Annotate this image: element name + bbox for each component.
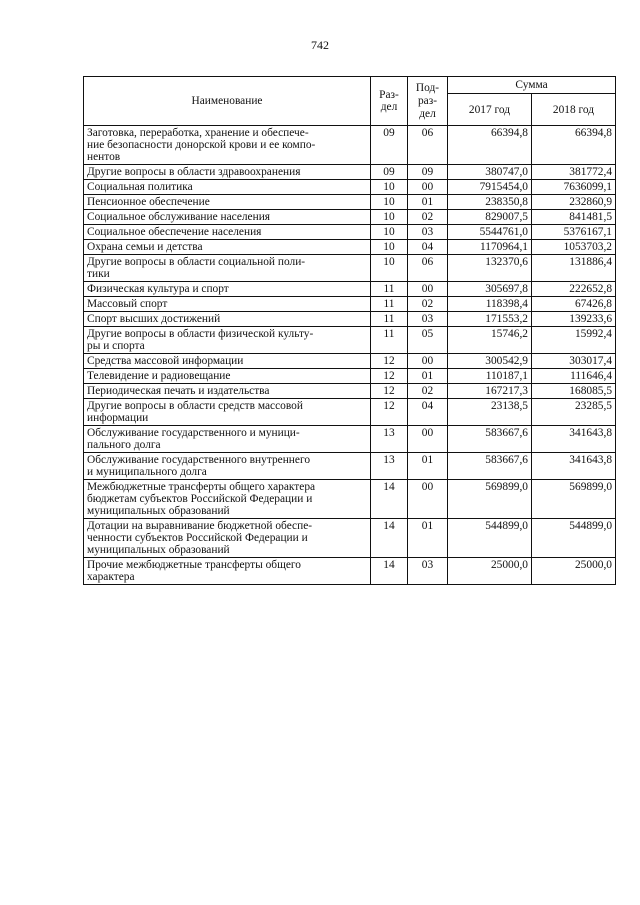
row-section: 09 xyxy=(371,126,408,165)
row-sum-2018: 341643,8 xyxy=(532,426,616,453)
row-sum-2018: 168085,5 xyxy=(532,384,616,399)
table-row xyxy=(84,453,616,480)
row-name: Другие вопросы в области социальной поли- тики xyxy=(84,255,371,282)
table-header xyxy=(84,77,616,126)
row-sum-2017: 300542,9 xyxy=(448,354,532,369)
row-subsection: 06 xyxy=(408,255,448,282)
row-sum-2017: 583667,6 xyxy=(448,453,532,480)
row-sum-2017: 167217,3 xyxy=(448,384,532,399)
row-sum-2018: 7636099,1 xyxy=(532,180,616,195)
row-section: 10 xyxy=(371,195,408,210)
header-subsection-label: Под- раз- дел xyxy=(415,81,440,120)
row-name: Социальное обслуживание населения xyxy=(84,210,371,225)
table-row xyxy=(84,312,616,327)
row-sum-2018: 341643,8 xyxy=(532,453,616,480)
table-body xyxy=(84,126,616,585)
row-subsection: 03 xyxy=(408,312,448,327)
row-section: 10 xyxy=(371,210,408,225)
row-sum-2018: 222652,8 xyxy=(532,282,616,297)
row-sum-2017: 544899,0 xyxy=(448,519,532,558)
row-subsection: 01 xyxy=(408,453,448,480)
row-section: 11 xyxy=(371,282,408,297)
row-name: Другие вопросы в области здравоохранения xyxy=(84,165,371,180)
row-sum-2018: 841481,5 xyxy=(532,210,616,225)
row-sum-2017: 25000,0 xyxy=(448,558,532,585)
row-sum-2017: 569899,0 xyxy=(448,480,532,519)
page-number: 742 xyxy=(311,38,329,52)
row-subsection: 04 xyxy=(408,240,448,255)
row-section: 14 xyxy=(371,558,408,585)
row-sum-2018: 15992,4 xyxy=(532,327,616,354)
table-row xyxy=(84,255,616,282)
table-row xyxy=(84,384,616,399)
row-sum-2018: 5376167,1 xyxy=(532,225,616,240)
row-sum-2017: 132370,6 xyxy=(448,255,532,282)
header-year-2017: 2017 год xyxy=(448,94,532,126)
row-name: Другие вопросы в области физической культу- ры и спорта xyxy=(84,327,371,354)
header-section xyxy=(371,77,408,126)
table-row xyxy=(84,399,616,426)
row-subsection: 01 xyxy=(408,369,448,384)
row-section: 10 xyxy=(371,255,408,282)
row-sum-2017: 305697,8 xyxy=(448,282,532,297)
row-name: Физическая культура и спорт xyxy=(84,282,371,297)
table-row xyxy=(84,519,616,558)
row-name: Охрана семьи и детства xyxy=(84,240,371,255)
row-sum-2018: 544899,0 xyxy=(532,519,616,558)
header-year-2018: 2018 год xyxy=(532,94,616,126)
row-subsection: 00 xyxy=(408,354,448,369)
row-section: 12 xyxy=(371,384,408,399)
table-row xyxy=(84,297,616,312)
row-name: Массовый спорт xyxy=(84,297,371,312)
row-name: Пенсионное обеспечение xyxy=(84,195,371,210)
row-sum-2017: 171553,2 xyxy=(448,312,532,327)
row-section: 12 xyxy=(371,399,408,426)
row-subsection: 04 xyxy=(408,399,448,426)
row-sum-2017: 583667,6 xyxy=(448,426,532,453)
row-section: 11 xyxy=(371,297,408,312)
header-name: Наименование xyxy=(84,77,371,126)
row-name: Обслуживание государственного внутреннего и муниципального долга xyxy=(84,453,371,480)
row-name: Периодическая печать и издательства xyxy=(84,384,371,399)
row-sum-2017: 15746,2 xyxy=(448,327,532,354)
table-row xyxy=(84,126,616,165)
row-section: 12 xyxy=(371,354,408,369)
row-section: 14 xyxy=(371,519,408,558)
row-sum-2018: 569899,0 xyxy=(532,480,616,519)
row-section: 09 xyxy=(371,165,408,180)
row-sum-2018: 303017,4 xyxy=(532,354,616,369)
row-sum-2017: 110187,1 xyxy=(448,369,532,384)
header-row xyxy=(84,77,616,94)
row-name: Межбюджетные трансферты общего характера бюджетам субъектов Российской Федерации и муниципальных образований xyxy=(84,480,371,519)
row-name: Телевидение и радиовещание xyxy=(84,369,371,384)
table-row xyxy=(84,282,616,297)
table-row xyxy=(84,369,616,384)
row-name: Прочие межбюджетные трансферты общего характера xyxy=(84,558,371,585)
table-row xyxy=(84,426,616,453)
row-name: Средства массовой информации xyxy=(84,354,371,369)
table-row xyxy=(84,210,616,225)
row-sum-2018: 381772,4 xyxy=(532,165,616,180)
row-subsection: 06 xyxy=(408,126,448,165)
row-name: Спорт высших достижений xyxy=(84,312,371,327)
table-row xyxy=(84,354,616,369)
row-name: Дотации на выравнивание бюджетной обеспе- ченности субъектов Российской Федерации и муниципальных образований xyxy=(84,519,371,558)
table-row xyxy=(84,240,616,255)
row-sum-2018: 232860,9 xyxy=(532,195,616,210)
header-sum: Сумма xyxy=(448,77,616,94)
row-subsection: 09 xyxy=(408,165,448,180)
row-sum-2018: 23285,5 xyxy=(532,399,616,426)
row-sum-2018: 67426,8 xyxy=(532,297,616,312)
row-subsection: 05 xyxy=(408,327,448,354)
header-section-label: Раз- дел xyxy=(379,89,399,113)
row-section: 14 xyxy=(371,480,408,519)
row-name: Обслуживание государственного и муници- пального долга xyxy=(84,426,371,453)
row-subsection: 00 xyxy=(408,480,448,519)
row-name: Другие вопросы в области средств массовой информации xyxy=(84,399,371,426)
table-row xyxy=(84,195,616,210)
table-row xyxy=(84,180,616,195)
table-row xyxy=(84,558,616,585)
row-subsection: 02 xyxy=(408,384,448,399)
row-section: 10 xyxy=(371,180,408,195)
table-row xyxy=(84,225,616,240)
row-section: 13 xyxy=(371,453,408,480)
table-row xyxy=(84,327,616,354)
row-sum-2017: 118398,4 xyxy=(448,297,532,312)
row-section: 11 xyxy=(371,327,408,354)
row-sum-2017: 1170964,1 xyxy=(448,240,532,255)
row-name: Заготовка, переработка, хранение и обеспече- ние безопасности донорской крови и ее компо- нентов xyxy=(84,126,371,165)
row-name: Социальная политика xyxy=(84,180,371,195)
row-sum-2018: 66394,8 xyxy=(532,126,616,165)
row-sum-2017: 66394,8 xyxy=(448,126,532,165)
row-subsection: 01 xyxy=(408,195,448,210)
row-sum-2018: 111646,4 xyxy=(532,369,616,384)
row-sum-2018: 131886,4 xyxy=(532,255,616,282)
row-subsection: 00 xyxy=(408,180,448,195)
row-section: 12 xyxy=(371,369,408,384)
row-sum-2017: 238350,8 xyxy=(448,195,532,210)
row-sum-2018: 25000,0 xyxy=(532,558,616,585)
row-subsection: 00 xyxy=(408,282,448,297)
row-name: Социальное обеспечение населения xyxy=(84,225,371,240)
table-row xyxy=(84,480,616,519)
row-subsection: 02 xyxy=(408,210,448,225)
row-sum-2017: 5544761,0 xyxy=(448,225,532,240)
row-subsection: 01 xyxy=(408,519,448,558)
row-sum-2017: 23138,5 xyxy=(448,399,532,426)
row-subsection: 00 xyxy=(408,426,448,453)
budget-table xyxy=(83,76,616,585)
row-section: 10 xyxy=(371,240,408,255)
row-sum-2018: 139233,6 xyxy=(532,312,616,327)
header-subsection xyxy=(408,77,448,126)
row-sum-2017: 7915454,0 xyxy=(448,180,532,195)
row-subsection: 03 xyxy=(408,225,448,240)
row-sum-2017: 829007,5 xyxy=(448,210,532,225)
row-section: 10 xyxy=(371,225,408,240)
row-section: 11 xyxy=(371,312,408,327)
row-section: 13 xyxy=(371,426,408,453)
table-row xyxy=(84,165,616,180)
row-sum-2017: 380747,0 xyxy=(448,165,532,180)
row-subsection: 02 xyxy=(408,297,448,312)
row-sum-2018: 1053703,2 xyxy=(532,240,616,255)
row-subsection: 03 xyxy=(408,558,448,585)
